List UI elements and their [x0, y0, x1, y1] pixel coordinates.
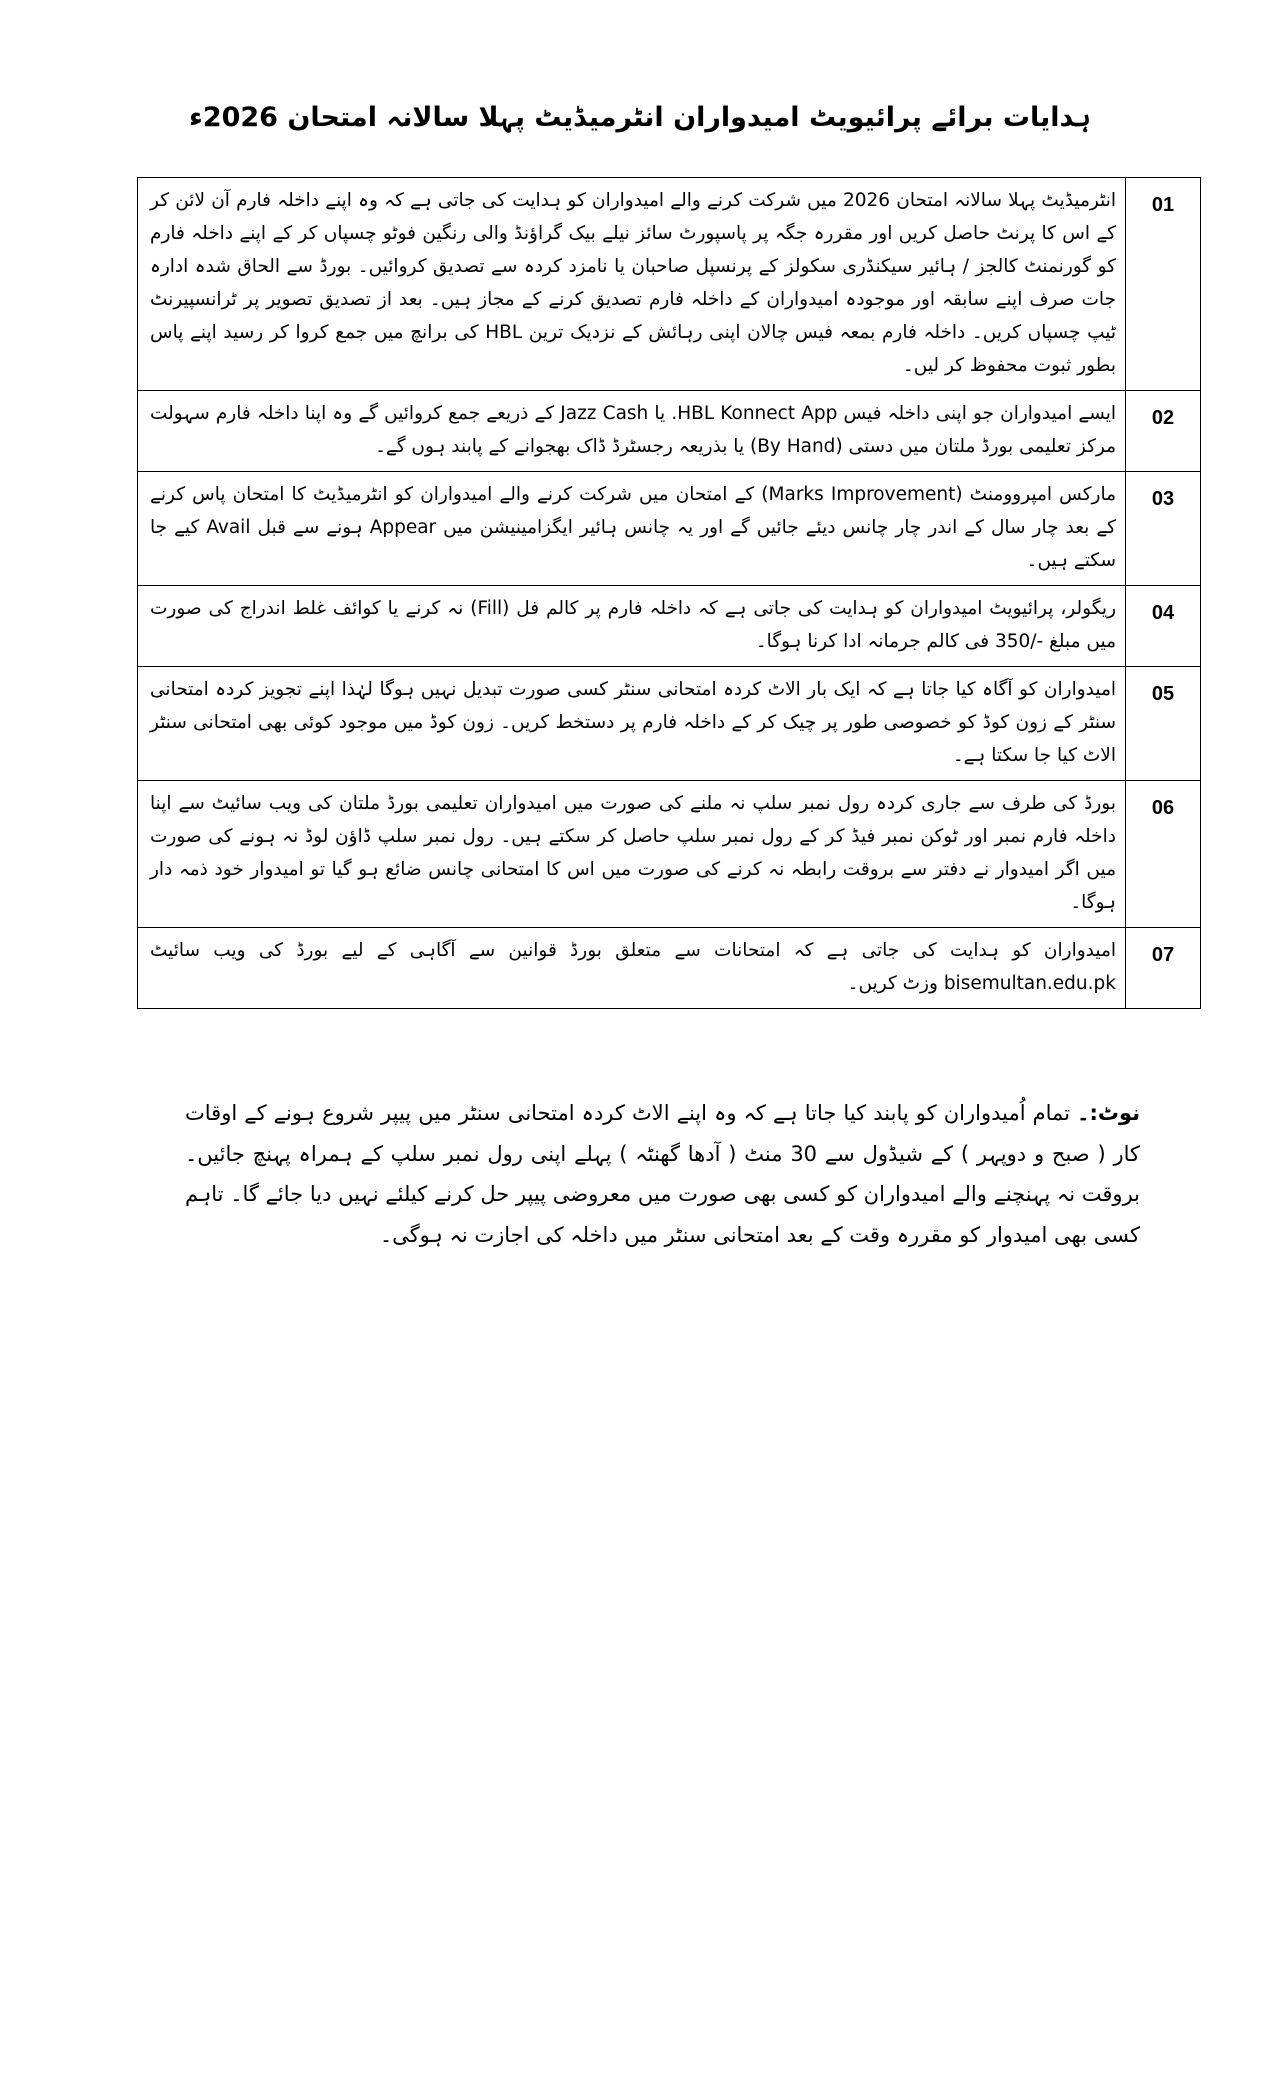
- table-row: [138, 472, 1201, 586]
- instructions-table: [137, 177, 1201, 1009]
- instruction-text: ایسے امیدواران جو اپنی داخلہ فیس HBL Konnect App. یا Jazz Cash کے ذریعے جمع کروائیں گے وہ اپنا داخلہ فارم سہولت مرکز تعلیمی بورڈ ملتان میں دستی (By Hand) یا بذریعہ رجسٹرڈ ڈاک بھجوانے کے پابند ہوں گے۔: [138, 391, 1126, 472]
- table-row: [138, 586, 1201, 667]
- instruction-number: 05: [1126, 667, 1201, 781]
- note-label: نوٹ:۔: [1077, 1101, 1141, 1125]
- table-row: [138, 178, 1201, 391]
- page-title: ہدایات برائے پرائیویٹ امیدواران انٹرمیڈیٹ پہلا سالانہ امتحان 2026ء: [189, 102, 1091, 133]
- table-row: [138, 391, 1201, 472]
- instruction-number: 02: [1126, 391, 1201, 472]
- instruction-text: امیدواران کو ہدایت کی جاتی ہے کہ امتحانات سے متعلق بورڈ قوانین سے آگاہی کے لیے بورڈ کی ویب سائیٹ bisemultan.edu.pk وزٹ کریں۔: [138, 928, 1126, 1009]
- instruction-number: 03: [1126, 472, 1201, 586]
- instruction-text: ریگولر، پرائیویٹ امیدواران کو ہدایت کی جاتی ہے کہ داخلہ فارم پر کالم فل (Fill) نہ کرنے یا کوائف غلط اندراج کی صورت میں مبلغ -/350 فی کالم جرمانہ ادا کرنا ہوگا۔: [138, 586, 1126, 667]
- instruction-text: انٹرمیڈیٹ پہلا سالانہ امتحان 2026 میں شرکت کرنے والے امیدواران کو ہدایت کی جاتی ہے کہ وہ اپنے داخلہ فارم آن لائن کر کے اس کا پرنٹ حاصل کریں اور مقررہ جگہ پر پاسپورٹ سائز نیلے بیک گراؤنڈ والی رنگین فوٹو چسپاں کر کے اپنے داخلہ فارم کو گورنمنٹ کالجز / ہائیر سیکنڈری سکولز کے پرنسپل صاحبان یا نامزد کردہ سے تصدیق کروائیں۔ بورڈ سے الحاق شدہ ادارہ جات صرف اپنے سابقہ اور موجودہ امیدواران کے داخلہ فارم تصدیق کرنے کے مجاز ہیں۔ بعد از تصدیق تصویر پر ٹرانسپیرنٹ ٹیپ چسپاں کریں۔ داخلہ فارم بمعہ فیس چالان اپنی رہائش کے نزدیک ترین HBL کی برانچ میں جمع کروا کر رسید اپنے پاس بطور ثبوت محفوظ کر لیں۔: [138, 178, 1126, 391]
- instruction-number: 07: [1126, 928, 1201, 1009]
- instruction-number: 04: [1126, 586, 1201, 667]
- instruction-number: 01: [1126, 178, 1201, 391]
- instruction-text: امیدواران کو آگاہ کیا جاتا ہے کہ ایک بار الاٹ کردہ امتحانی سنٹر کسی صورت تبدیل نہیں ہوگا لہٰذا اپنے تجویز کردہ امتحانی سنٹر کے زون کوڈ کو خصوصی طور پر چیک کر کے داخلہ فارم پر دستخط کریں۔ زون کوڈ میں موجود کوئی بھی امتحانی سنٹر الاٹ کیا جا سکتا ہے۔: [138, 667, 1126, 781]
- instruction-number: 06: [1126, 781, 1201, 928]
- note-block: [185, 1093, 1140, 1255]
- table-row: [138, 781, 1201, 928]
- instruction-text: مارکس امپروومنٹ (Marks Improvement) کے امتحان میں شرکت کرنے والے امیدواران کو انٹرمیڈیٹ کا امتحان پاس کرنے کے بعد چار سال کے اندر چار چانس دیئے جائیں گے اور یہ چانس ہائیر ایگزامینیشن میں Appear ہونے سے قبل Avail کیے جا سکتے ہیں۔: [138, 472, 1126, 586]
- table-row: [138, 667, 1201, 781]
- note-text: تمام اُمیدواران کو پابند کیا جاتا ہے کہ وہ اپنے الاٹ کردہ امتحانی سنٹر میں پیپر شروع ہونے کے اوقات کار ( صبح و دوپہر ) کے شیڈول سے 30 منٹ ( آدھا گھنٹہ ) پہلے اپنی رول نمبر سلپ کے ہمراہ پہنچ جائیں۔ بروقت نہ پہنچنے والے امیدواران کو کسی بھی صورت میں معروضی پیپر حل کرنے کیلئے نہیں دیا جائے گا۔ تاہم کسی بھی امیدوار کو مقررہ وقت کے بعد امتحانی سنٹر میں داخلہ کی اجازت نہ ہوگی۔: [185, 1101, 1141, 1247]
- table-row: [138, 928, 1201, 1009]
- instruction-text: بورڈ کی طرف سے جاری کردہ رول نمبر سلپ نہ ملنے کی صورت میں امیدواران تعلیمی بورڈ ملتان کی ویب سائیٹ سے اپنا داخلہ فارم نمبر اور ٹوکن نمبر فیڈ کر کے رول نمبر سلپ حاصل کر سکتے ہیں۔ رول نمبر سلپ ڈاؤن لوڈ نہ ہونے کی صورت میں اگر امیدوار نے دفتر سے بروقت رابطہ نہ کرنے کی صورت میں اس کا امتحانی چانس ضائع ہو گیا تو امیدوار خود ذمہ دار ہوگا۔: [138, 781, 1126, 928]
